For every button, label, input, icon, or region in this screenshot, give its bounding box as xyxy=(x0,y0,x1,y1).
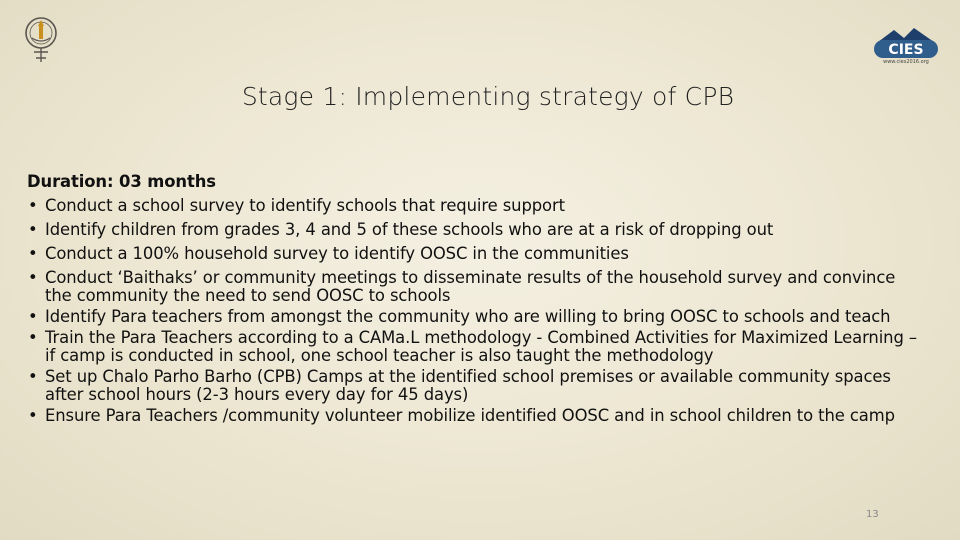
bullet-item: • Set up Chalo Parho Barho (CPB) Camps at the identified school premises or available community spaces after school hours (2-3 hours every day for 45 days) xyxy=(27,368,917,404)
bullet-item: • Train the Para Teachers according to a CAMa.L methodology - Combined Activities for Maximized Learning – if camp is conducted in school, one school teacher is also taught the methodology xyxy=(27,329,917,365)
slide-title: Stage 1: Implementing strategy of CPB xyxy=(241,82,735,111)
bullet-item: • Ensure Para Teachers /community volunteer mobilize identified OOSC and in school children to the camp xyxy=(27,407,917,425)
cies-url: www.cies2016.org xyxy=(883,59,929,65)
page-number: 13 xyxy=(866,509,879,520)
bullet-list xyxy=(27,194,917,425)
svg-text:CIES: CIES xyxy=(888,42,924,58)
duration-label: Duration: 03 months xyxy=(27,172,216,191)
cies-logo xyxy=(870,26,942,70)
slide-body xyxy=(27,170,917,428)
bullet-item: • Conduct ‘Baithaks’ or community meetings to disseminate results of the household survey and convince the community the need to send OOSC to schools xyxy=(27,269,917,305)
bullet-item: • Identify Para teachers from amongst the community who are willing to bring OOSC to schools and teach xyxy=(27,308,917,326)
bullet-item: • Identify children from grades 3, 4 and 5 of these schools who are at a risk of dropping out xyxy=(27,218,917,242)
bullet-item: • Conduct a school survey to identify schools that require support xyxy=(27,194,917,218)
bullet-item: • Conduct a 100% household survey to identify OOSC in the communities xyxy=(27,242,917,266)
institution-seal-logo xyxy=(22,14,60,66)
